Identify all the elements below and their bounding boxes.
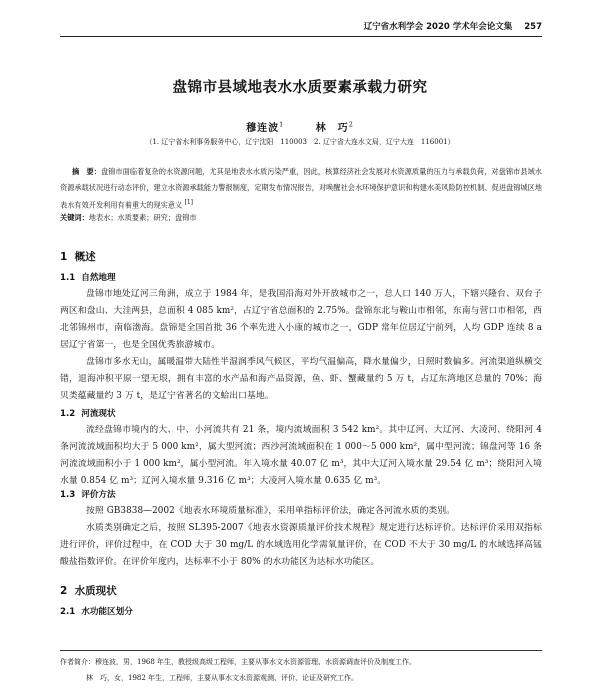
paragraph-method-2: 水质类别确定之后，按照 SL395-2007《地表水资源质量评价技术规程》规定进行达标评价。达标评价采用双指标进行评价，评价过程中，在 COD 大于 30 mg/L 的水域选用化学需氧量评价，在 COD 不大于 30 mg/L 的水域选择高锰酸盐指数评价。在评价年度内，达标率不小于 80% 的水功能区为达标水功能区。 xyxy=(60,523,542,567)
section-1-2-number: 1.2 xyxy=(60,409,76,419)
paragraph-geography: 盘锦市地处辽河三角洲，成立于 1984 年，是我国沿海对外开放城市之一，总人口 140 万人，下辖兴隆台、双台子两区和盘山、大洼两县，总面积 4 085 km²，占辽宁省总面积的 2.75%。盘锦东北与鞍山市相邻，东南与营口市相邻，西北邻锦州市，南临渤海。盘锦是全国首批 36 个率先进入小康的城市之一，GDP 常年位居辽宁前列，人均 GDP 连续 8 a 居辽宁省第一，也是全国优秀旅游城市。 xyxy=(60,289,542,350)
journal-name: 辽宁省水利学会 2020 学术年会论文集 xyxy=(363,22,513,32)
paper-title: 盘锦市县域地表水水质要素承载力研究 xyxy=(172,80,428,96)
section-2-1-heading xyxy=(60,605,133,617)
section-1-2-heading xyxy=(60,407,116,419)
footnote-author-1: 作者简介：穆连波，男，1968 年生，教授级高级工程师，主要从事水文水资源管理、水资源调查评价及制度工作。 xyxy=(60,658,417,666)
footnote-divider xyxy=(60,650,542,651)
section-1-heading xyxy=(60,249,96,264)
footnote-author-2: 林 巧，女，1982 年生，工程师，主要从事水文水资源观测、评价、论证及研究工作。 xyxy=(86,674,359,682)
author-1-affil-mark: 1 xyxy=(279,120,285,129)
section-2-title: 水质现状 xyxy=(74,585,117,597)
section-1-2-title: 河流现状 xyxy=(81,409,116,419)
author-1: 穆连波 xyxy=(246,123,280,134)
keywords-text: 地表水；水质要素；研究；盘锦市 xyxy=(88,213,197,222)
section-1-3-title: 评价方法 xyxy=(81,490,116,500)
paragraph-rivers: 流经盘锦市境内的大、中、小河流共有 21 条，境内流域面积 3 542 km²。其中辽河、大辽河、大凌河、绕阳河 4 条河流流域面积均大于 5 000 km²，属大型河流；西沙河流域面积在 1 000～5 000 km²，属中型河流；锦盘河等 16 条河流流域面积小于 1 000 km²，属小型河流。年入境水量 40.07 亿 m³，其中大辽河入境水量 29.54 亿 m³；绕阳河入境水量 0.854 亿 m³；辽河入境水量 9.316 亿 m³；大凌河入境水量 0.635 亿 m³。 xyxy=(60,425,542,486)
section-2-number: 2 xyxy=(60,585,68,597)
abstract xyxy=(60,164,542,213)
section-1-1-number: 1.1 xyxy=(60,273,76,283)
running-header xyxy=(60,20,542,37)
section-1-number: 1 xyxy=(60,251,68,263)
keywords xyxy=(60,213,197,223)
page-number: 257 xyxy=(524,22,542,32)
section-1-1-heading xyxy=(60,271,116,283)
author-2-affil-mark: 2 xyxy=(348,120,354,129)
section-2-1-number: 2.1 xyxy=(60,607,76,617)
affiliations: （1. 辽宁省水利事务服务中心，辽宁沈阳 110003 2. 辽宁省大连水文局，辽宁大连 116001） xyxy=(145,138,455,146)
section-2-heading xyxy=(60,583,117,598)
paragraph-method-1: 按照 GB3838—2002《地表水环境质量标准》，采用单指标评价法，确定各河流水质的类别。 xyxy=(86,506,456,516)
keywords-label: 关键词： xyxy=(60,213,89,222)
section-2-1-title: 水功能区划分 xyxy=(81,607,133,617)
section-1-1-title: 自然地理 xyxy=(81,273,116,283)
author-line xyxy=(0,119,600,134)
abstract-label: 摘 要： xyxy=(72,167,101,176)
abstract-citation: [1] xyxy=(184,199,193,206)
abstract-text: 盘锦市面临着复杂的水资源问题，尤其是地表水水质污染严重，因此，核算经济社会发展对水资源质量的压力与承载负荷，对盘锦市县域水资源承载状况进行动态评价，建立水资源承载能力警报制度，定期发布情况报告，对唤醒社会水环境保护意识和构建水美风险防控机制、促进盘锦城区地表水有效开发利用有着重大的现实意义 xyxy=(60,167,542,210)
author-2: 林 巧 xyxy=(315,123,349,134)
paragraph-climate: 盘锦市多水无山，属暖温带大陆性半湿润季风气候区，平均气温偏高，降水量偏少，日照时数偏多。河流渠道纵横交错，退海冲积平原一望无垠，拥有丰富的水产品和海产品资源，鱼、虾、蟹藏量约 5 万 t，占辽东湾地区总量的 70%；海贝类蕴藏量约 3 万 t，是辽宁省著名的文蛤出口基地。 xyxy=(60,357,542,401)
section-1-3-heading xyxy=(60,488,116,500)
section-1-title: 概述 xyxy=(74,251,96,263)
section-1-3-number: 1.3 xyxy=(60,490,76,500)
